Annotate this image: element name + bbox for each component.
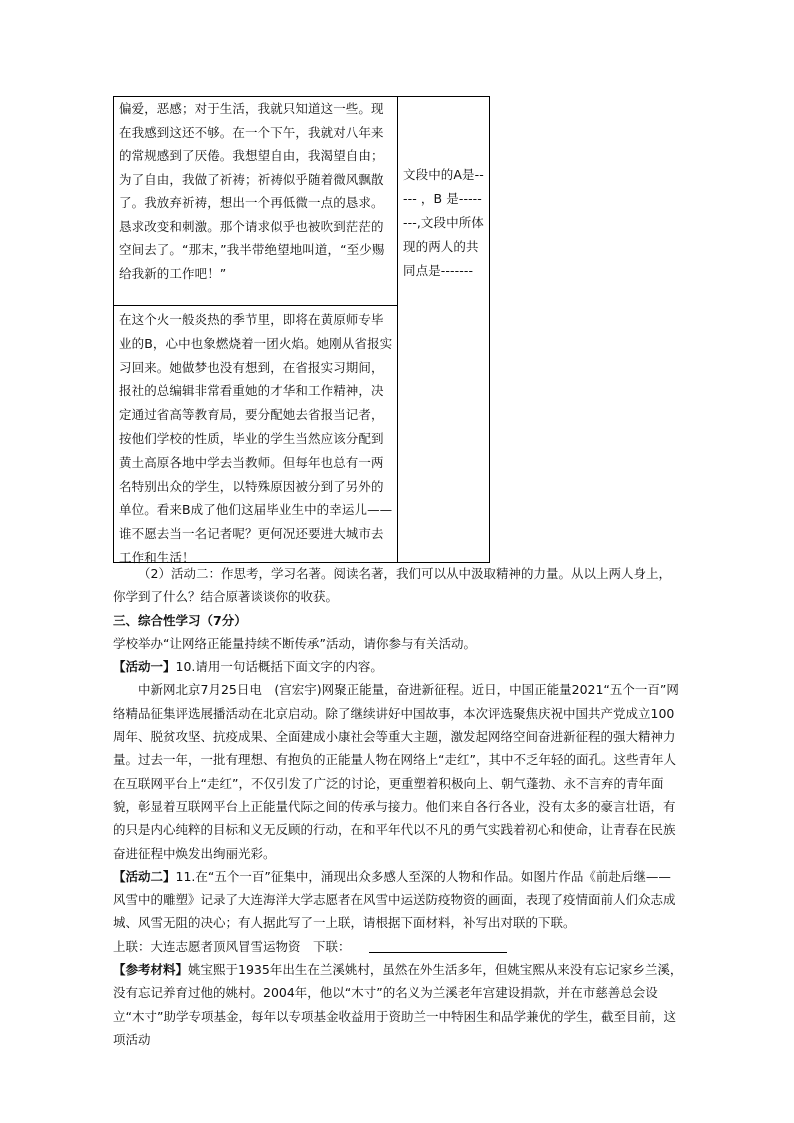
reference-material bbox=[113, 958, 683, 1051]
passage-a-cell: 偏爱，恶感；对于生活，我就只知道这一些。现在我感到这还不够。在一个下午，我就对八年来的常规感到了厌倦。我想望自由，我渴望自由；为了自由，我做了祈祷；祈祷似乎随着微风飘散了。我放弃祈祷，想出一个再低微一点的恳求。恳求改变和刺激。那个请求似乎也被吹到茫茫的空间去了。“那末，”我半带绝望地叫道，“至少赐给我新的工作吧！” bbox=[119, 101, 385, 281]
answer-blank[interactable] bbox=[369, 938, 507, 953]
activity2-question-11 bbox=[113, 865, 683, 935]
activity-intro: 学校举办“让网络正能量持续不断传承”活动，请你参与有关活动。 bbox=[113, 635, 476, 651]
reading-table bbox=[113, 96, 490, 563]
couplet-upper: 上联：大连志愿者顶风冒雪运物资 bbox=[113, 938, 301, 954]
activity2-question: （2）活动二：作思考，学习名著。阅读名著，我们可以从中汲取精神的力量。从以上两人身上，你学到了什么？结合原著谈谈你的收获。 bbox=[113, 566, 671, 605]
activity2-text: 11.在“五个一百”征集中，涌现出众多感人至深的人物和作品。如图片作品《前赴后继——风雪中的雕塑》记录了大连海洋大学志愿者在风雪中运送防疫物资的画面，表现了疫情面前人们众志成城、风雪无阻的决心；有人据此写了一上联，请根据下面材料，补写出对联的下联。 bbox=[113, 868, 676, 931]
table-divider-horizontal bbox=[114, 305, 397, 306]
couplet-lower-label: 下联： bbox=[313, 938, 351, 954]
activity1-label: 【活动一】 bbox=[113, 659, 176, 675]
section-title: 三、综合性学习（7分） bbox=[113, 612, 247, 628]
news-passage: 中新网北京7月25日电 (宫宏宇)网聚正能量，奋进新征程。近日，中国正能量2021“五个一百”网络精品征集评选展播活动在北京启动。除了继续讲好中国故事，本次评选聚焦庆祝中国共产党成立100周年、脱贫攻坚、抗疫成果、全面建成小康社会等重大主题，激发起网络空间奋进新征程的强大精神力量。过去一年，一批有理想、有抱负的正能量人物在网络上“走红”，其中不乏年轻的面孔。这些青年人在互联网平台上“走红”，不仅引发了广泛的讨论，更重塑着积极向上、朝气蓬勃、永不言弃的青年面貌，彰显着互联网平台上正能量代际之间的传承与接力。他们来自各行各业，没有太多的豪言壮语，有的只是内心纯粹的目标和义无反顾的行动，在和平年代以不凡的勇气实践着初心和使命，让青春在民族奋进征程中焕发出绚丽光彩。 bbox=[113, 682, 679, 861]
reference-label: 【参考材料】 bbox=[113, 962, 189, 978]
activity1-text: 10.请用一句话概括下面文字的内容。 bbox=[175, 659, 383, 675]
reference-text: 姚宝熙于1935年出生在兰溪姚村，虽然在外生活多年，但姚宝熙从来没有忘记家乡兰溪，没有忘记养育过他的姚村。2004年，他以“木寸”的名义为兰溪老年宫建设捐款，并在市慈善总会设立“木寸”助学专项基金，每年以专项基金收益用于资助兰一中特困生和品学兼优的学生，截至目前，这项活动 bbox=[113, 962, 683, 1047]
passage-b-cell: 在这个火一般炎热的季节里，即将在黄原师专毕业的B，心中也象燃烧着一团火焰。她刚从省报实习回来。她做梦也没有想到，在省报实习期间，报社的总编辑非常看重她的才华和工作精神，决定通过省高等教育局，要分配她去省报当记者，按他们学校的性质，毕业的学生当然应该分配到黄土高原各地中学去当教师。但每年也总有一两名特别出众的学生，以特殊原因被分到了另外的单位。看来B成了他们这届毕业生中的幸运儿——谁不愿去当一名记者呢？更何况还要进大城市去工作和生活！ bbox=[119, 312, 393, 565]
activity1-question bbox=[113, 655, 683, 678]
table-divider-vertical bbox=[397, 97, 398, 562]
activity2-label: 【活动二】 bbox=[113, 868, 176, 884]
question-cell: 文段中的A是----- ，B 是--------,文段中所体现的两人的共同点是------- bbox=[403, 167, 484, 278]
document-body bbox=[113, 562, 683, 1051]
couplet-line bbox=[113, 935, 683, 958]
